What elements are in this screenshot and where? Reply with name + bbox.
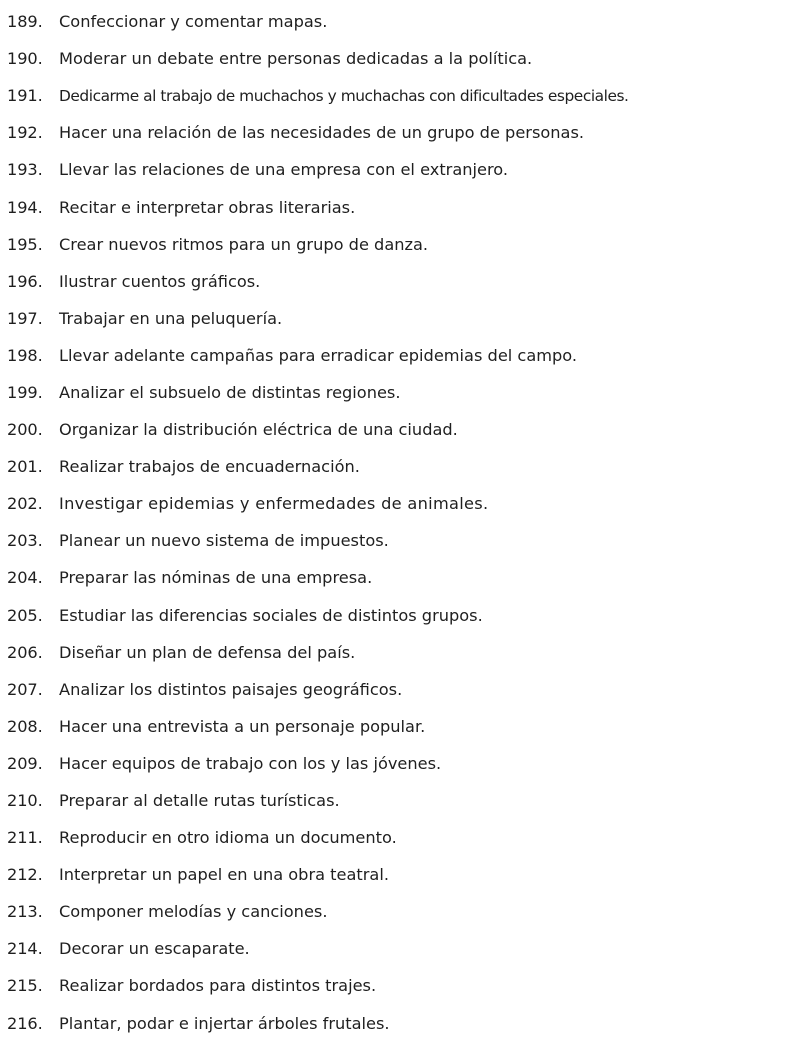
item-number: 206. [7,642,43,662]
item-text: Componer melodías y canciones. [59,902,328,922]
item-text: Analizar el subsuelo de distintas regiones. [59,382,401,402]
item-number: 216. [7,1013,43,1033]
list-item [7,967,789,1004]
list-item [7,708,789,745]
item-number: 196. [7,271,43,291]
list-item [7,151,789,188]
item-text: Analizar los distintos paisajes geográficos. [59,679,403,699]
item-number: 214. [7,939,43,959]
list-item [7,77,789,114]
item-number: 201. [7,457,43,477]
item-number: 194. [7,197,43,217]
item-text: Organizar la distribución eléctrica de una ciudad. [59,420,458,440]
item-number: 192. [7,123,43,143]
item-number: 203. [7,531,43,551]
item-text: Trabajar en una peluquería. [59,308,283,328]
item-text: Realizar bordados para distintos trajes. [59,976,377,996]
item-number: 191. [7,86,43,106]
item-text: Estudiar las diferencias sociales de distintos grupos. [59,605,483,625]
list-item [7,782,789,819]
item-text: Hacer equipos de trabajo con los y las jóvenes. [59,753,442,773]
list-item [7,226,789,263]
item-text: Diseñar un plan de defensa del país. [59,642,356,662]
list-item [7,263,789,300]
item-number: 190. [7,49,43,69]
item-text: Preparar las nóminas de una empresa. [59,568,373,588]
item-text: Investigar epidemias y enfermedades de animales. [59,494,489,514]
list-item [7,671,789,708]
list-item [7,597,789,634]
item-number: 202. [7,494,43,514]
item-text: Preparar al detalle rutas turísticas. [59,791,340,811]
list-item [7,522,789,559]
item-number: 207. [7,679,43,699]
item-text: Confeccionar y comentar mapas. [59,12,328,32]
list-item [7,337,789,374]
item-number: 213. [7,902,43,922]
item-number: 189. [7,12,43,32]
item-text: Hacer una entrevista a un personaje popular. [59,716,426,736]
list-item [7,745,789,782]
list-item [7,40,789,77]
item-number: 197. [7,308,43,328]
item-number: 212. [7,865,43,885]
item-text: Ilustrar cuentos gráficos. [59,271,261,291]
item-number: 199. [7,382,43,402]
numbered-list [7,3,789,1042]
item-text: Reproducir en otro idioma un documento. [59,828,397,848]
item-text: Moderar un debate entre personas dedicadas a la política. [59,49,533,69]
item-number: 208. [7,716,43,736]
item-number: 204. [7,568,43,588]
item-number: 193. [7,160,43,180]
item-text: Crear nuevos ritmos para un grupo de danza. [59,234,429,254]
list-item [7,3,789,40]
item-number: 195. [7,234,43,254]
list-item [7,374,789,411]
list-item [7,819,789,856]
item-text: Planear un nuevo sistema de impuestos. [59,531,389,551]
item-text: Recitar e interpretar obras literarias. [59,197,356,217]
item-number: 198. [7,345,43,365]
item-text: Dedicarme al trabajo de muchachos y muchachas con dificultades especiales. [59,86,629,105]
list-item [7,856,789,893]
item-number: 210. [7,791,43,811]
list-item [7,188,789,225]
item-text: Realizar trabajos de encuadernación. [59,457,360,477]
list-item [7,930,789,967]
item-number: 205. [7,605,43,625]
item-text: Decorar un escaparate. [59,939,250,959]
list-item [7,559,789,596]
item-number: 209. [7,753,43,773]
item-text: Plantar, podar e injertar árboles frutales. [59,1013,390,1033]
list-item [7,1005,789,1042]
item-text: Hacer una relación de las necesidades de un grupo de personas. [59,123,585,143]
item-text: Llevar adelante campañas para erradicar epidemias del campo. [59,345,578,365]
list-item [7,300,789,337]
item-number: 200. [7,420,43,440]
item-text: Interpretar un papel en una obra teatral. [59,865,389,885]
list-item [7,485,789,522]
list-item [7,411,789,448]
list-item [7,114,789,151]
item-number: 211. [7,828,43,848]
list-item [7,634,789,671]
item-text: Llevar las relaciones de una empresa con el extranjero. [59,160,509,180]
item-number: 215. [7,976,43,996]
list-item [7,448,789,485]
list-item [7,893,789,930]
